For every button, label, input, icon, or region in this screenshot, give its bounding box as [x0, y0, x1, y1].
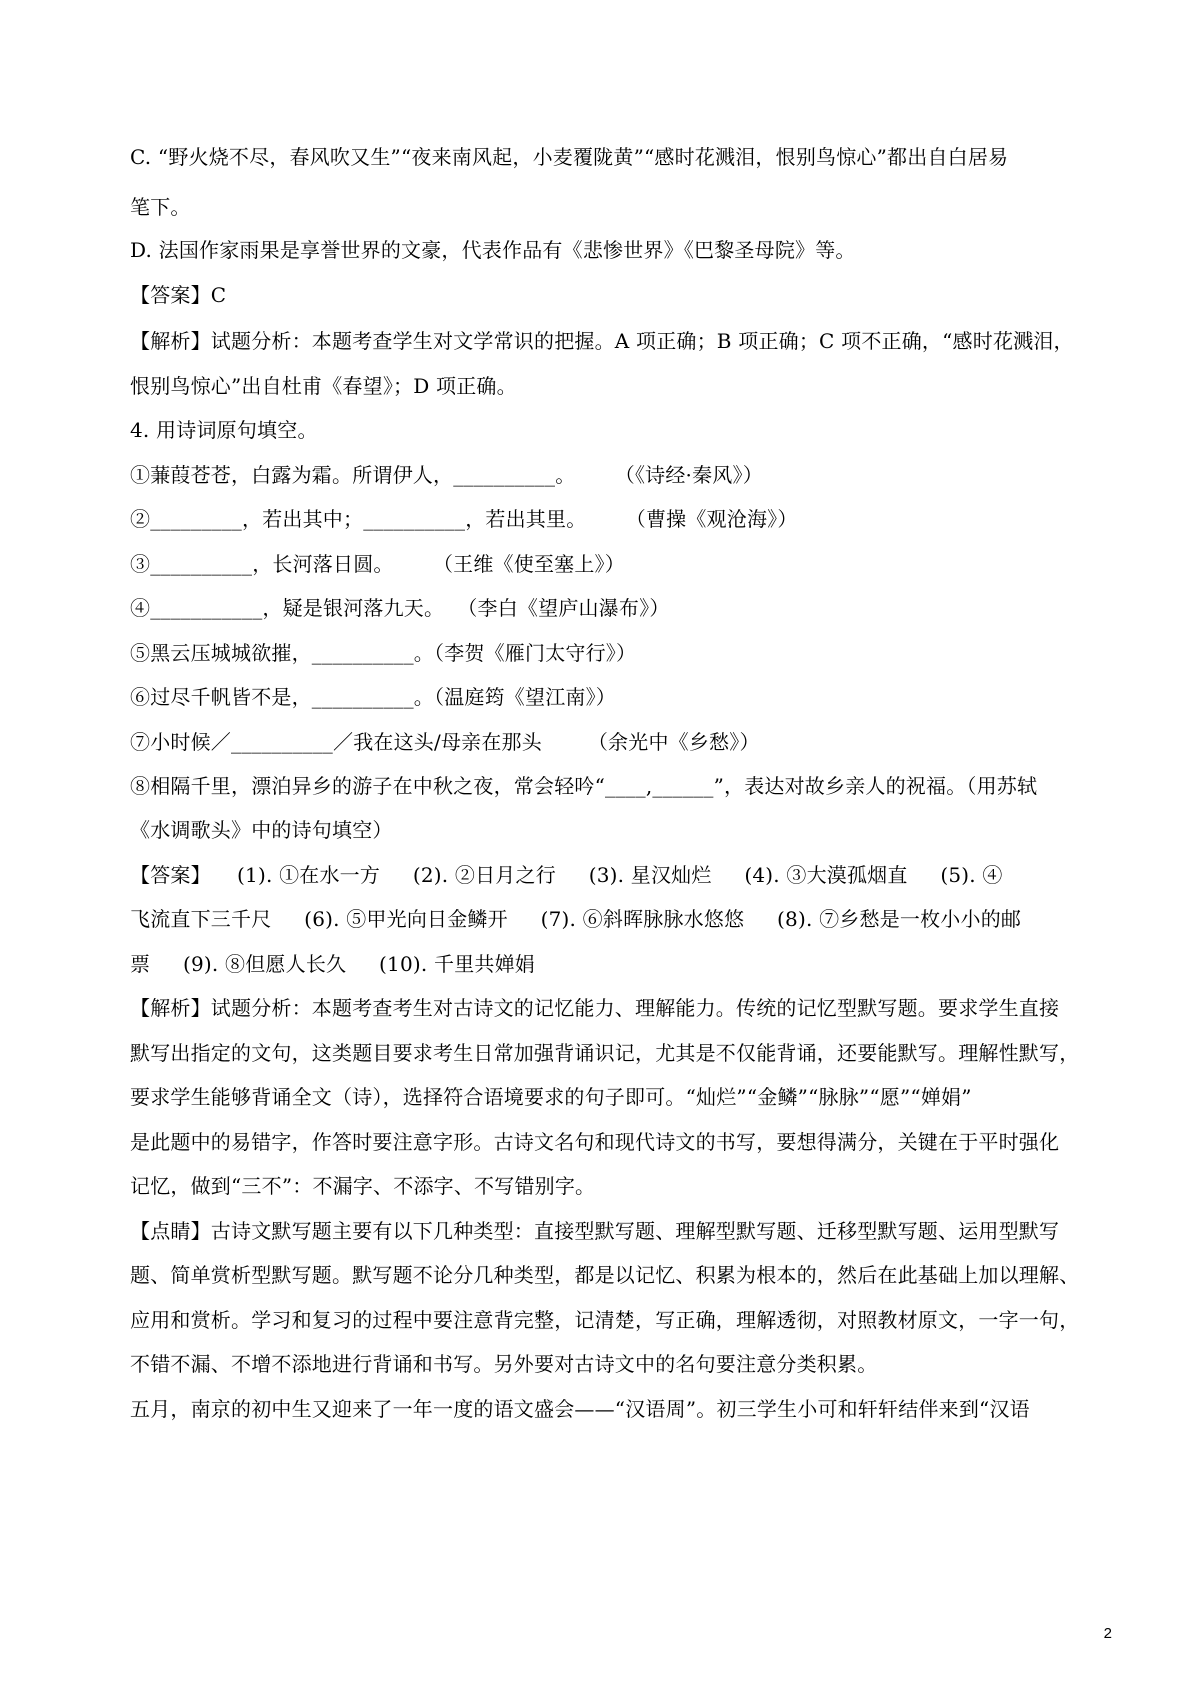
text-line: 题、简单赏析型默写题。默写题不论分几种类型，都是以记忆、积累为根本的，然后在此基础上加以理解、 [130, 1263, 1080, 1287]
text-line: 4. 用诗词原句填空。 [130, 418, 318, 442]
text-line: 五月，南京的初中生又迎来了一年一度的语文盛会——“汉语周”。初三学生小可和轩轩结伴来到“汉语 [130, 1397, 1030, 1421]
text-line: ⑦小时候／__________／我在这头/母亲在那头 （余光中《乡愁》） [130, 730, 760, 754]
text-line: 飞流直下三千尺 (6). ⑤甲光向日金鳞开 (7). ⑥斜晖脉脉水悠悠 (8). ⑦乡愁是一枚小小的邮 [130, 907, 1022, 931]
text-line: 【解析】试题分析：本题考查考生对古诗文的记忆能力、理解能力。传统的记忆型默写题。要求学生直接 [130, 996, 1060, 1020]
text-line: 默写出指定的文句，这类题目要求考生日常加强背诵识记，尤其是不仅能背诵，还要能默写。理解性默写， [130, 1041, 1080, 1065]
text-line: D. 法国作家雨果是享誉世界的文豪，代表作品有《悲惨世界》《巴黎圣母院》等。 [130, 238, 856, 262]
text-line: 要求学生能够背诵全文（诗），选择符合语境要求的句子即可。“灿烂”“金鳞”“脉脉”“愿”“婵娟” [130, 1085, 972, 1109]
text-line: ③__________，长河落日圆。 （王维《使至塞上》） [130, 552, 625, 576]
text-line: ⑥过尽千帆皆不是，__________。（温庭筠《望江南》） [130, 685, 616, 709]
text-line: 【点睛】古诗文默写题主要有以下几种类型：直接型默写题、理解型默写题、迁移型默写题、运用型默写 [130, 1219, 1060, 1243]
text-line: ⑤黑云压城城欲摧，__________。（李贺《雁门太守行》） [130, 641, 637, 665]
text-line: 《水调歌头》中的诗句填空） [130, 818, 393, 842]
text-line: C. “野火烧不尽，春风吹又生”“夜来南风起，小麦覆陇黄”“感时花溅泪，恨别鸟惊心”都出自白居易 [130, 145, 1009, 169]
text-line: ①蒹葭苍苍，白露为霜。所谓伊人，__________。 （《诗经·秦风》） [130, 463, 763, 487]
text-line: 笔下。 [130, 195, 191, 219]
text-line: 不错不漏、不增不添地进行背诵和书写。另外要对古诗文中的名句要注意分类积累。 [130, 1352, 878, 1376]
text-line: 【答案】C [130, 283, 227, 307]
text-line: 应用和赏析。学习和复习的过程中要注意背完整，记清楚，写正确，理解透彻，对照教材原文，一字一句， [130, 1308, 1080, 1332]
text-line: ⑧相隔千里，漂泊异乡的游子在中秋之夜，常会轻吟“____,______”，表达对故乡亲人的祝福。（用苏轼 [130, 774, 1038, 798]
text-line: ④___________，疑是银河落九天。 （李白《望庐山瀑布》） [130, 596, 670, 620]
text-line: ②_________，若出其中；__________，若出其里。 （曹操《观沧海》） [130, 507, 798, 531]
text-line: 是此题中的易错字，作答时要注意字形。古诗文名句和现代诗文的书写，要想得满分，关键在于平时强化 [130, 1130, 1060, 1154]
text-line: 【解析】试题分析：本题考查学生对文学常识的把握。A 项正确；B 项正确；C 项不正确，“感时花溅泪， [130, 329, 1074, 353]
page-number: 2 [1103, 1625, 1112, 1642]
text-line: 【答案】 (1). ①在水一方 (2). ②日月之行 (3). 星汉灿烂 (4). ③大漠孤烟直 (5). ④ [130, 863, 1003, 887]
text-line: 记忆，做到“三不”：不漏字、不添字、不写错别字。 [130, 1174, 596, 1198]
text-line: 票 (9). ⑧但愿人长久 (10). 千里共婵娟 [130, 952, 535, 976]
text-line: 恨别鸟惊心”出自杜甫《春望》；D 项正确。 [130, 374, 517, 398]
